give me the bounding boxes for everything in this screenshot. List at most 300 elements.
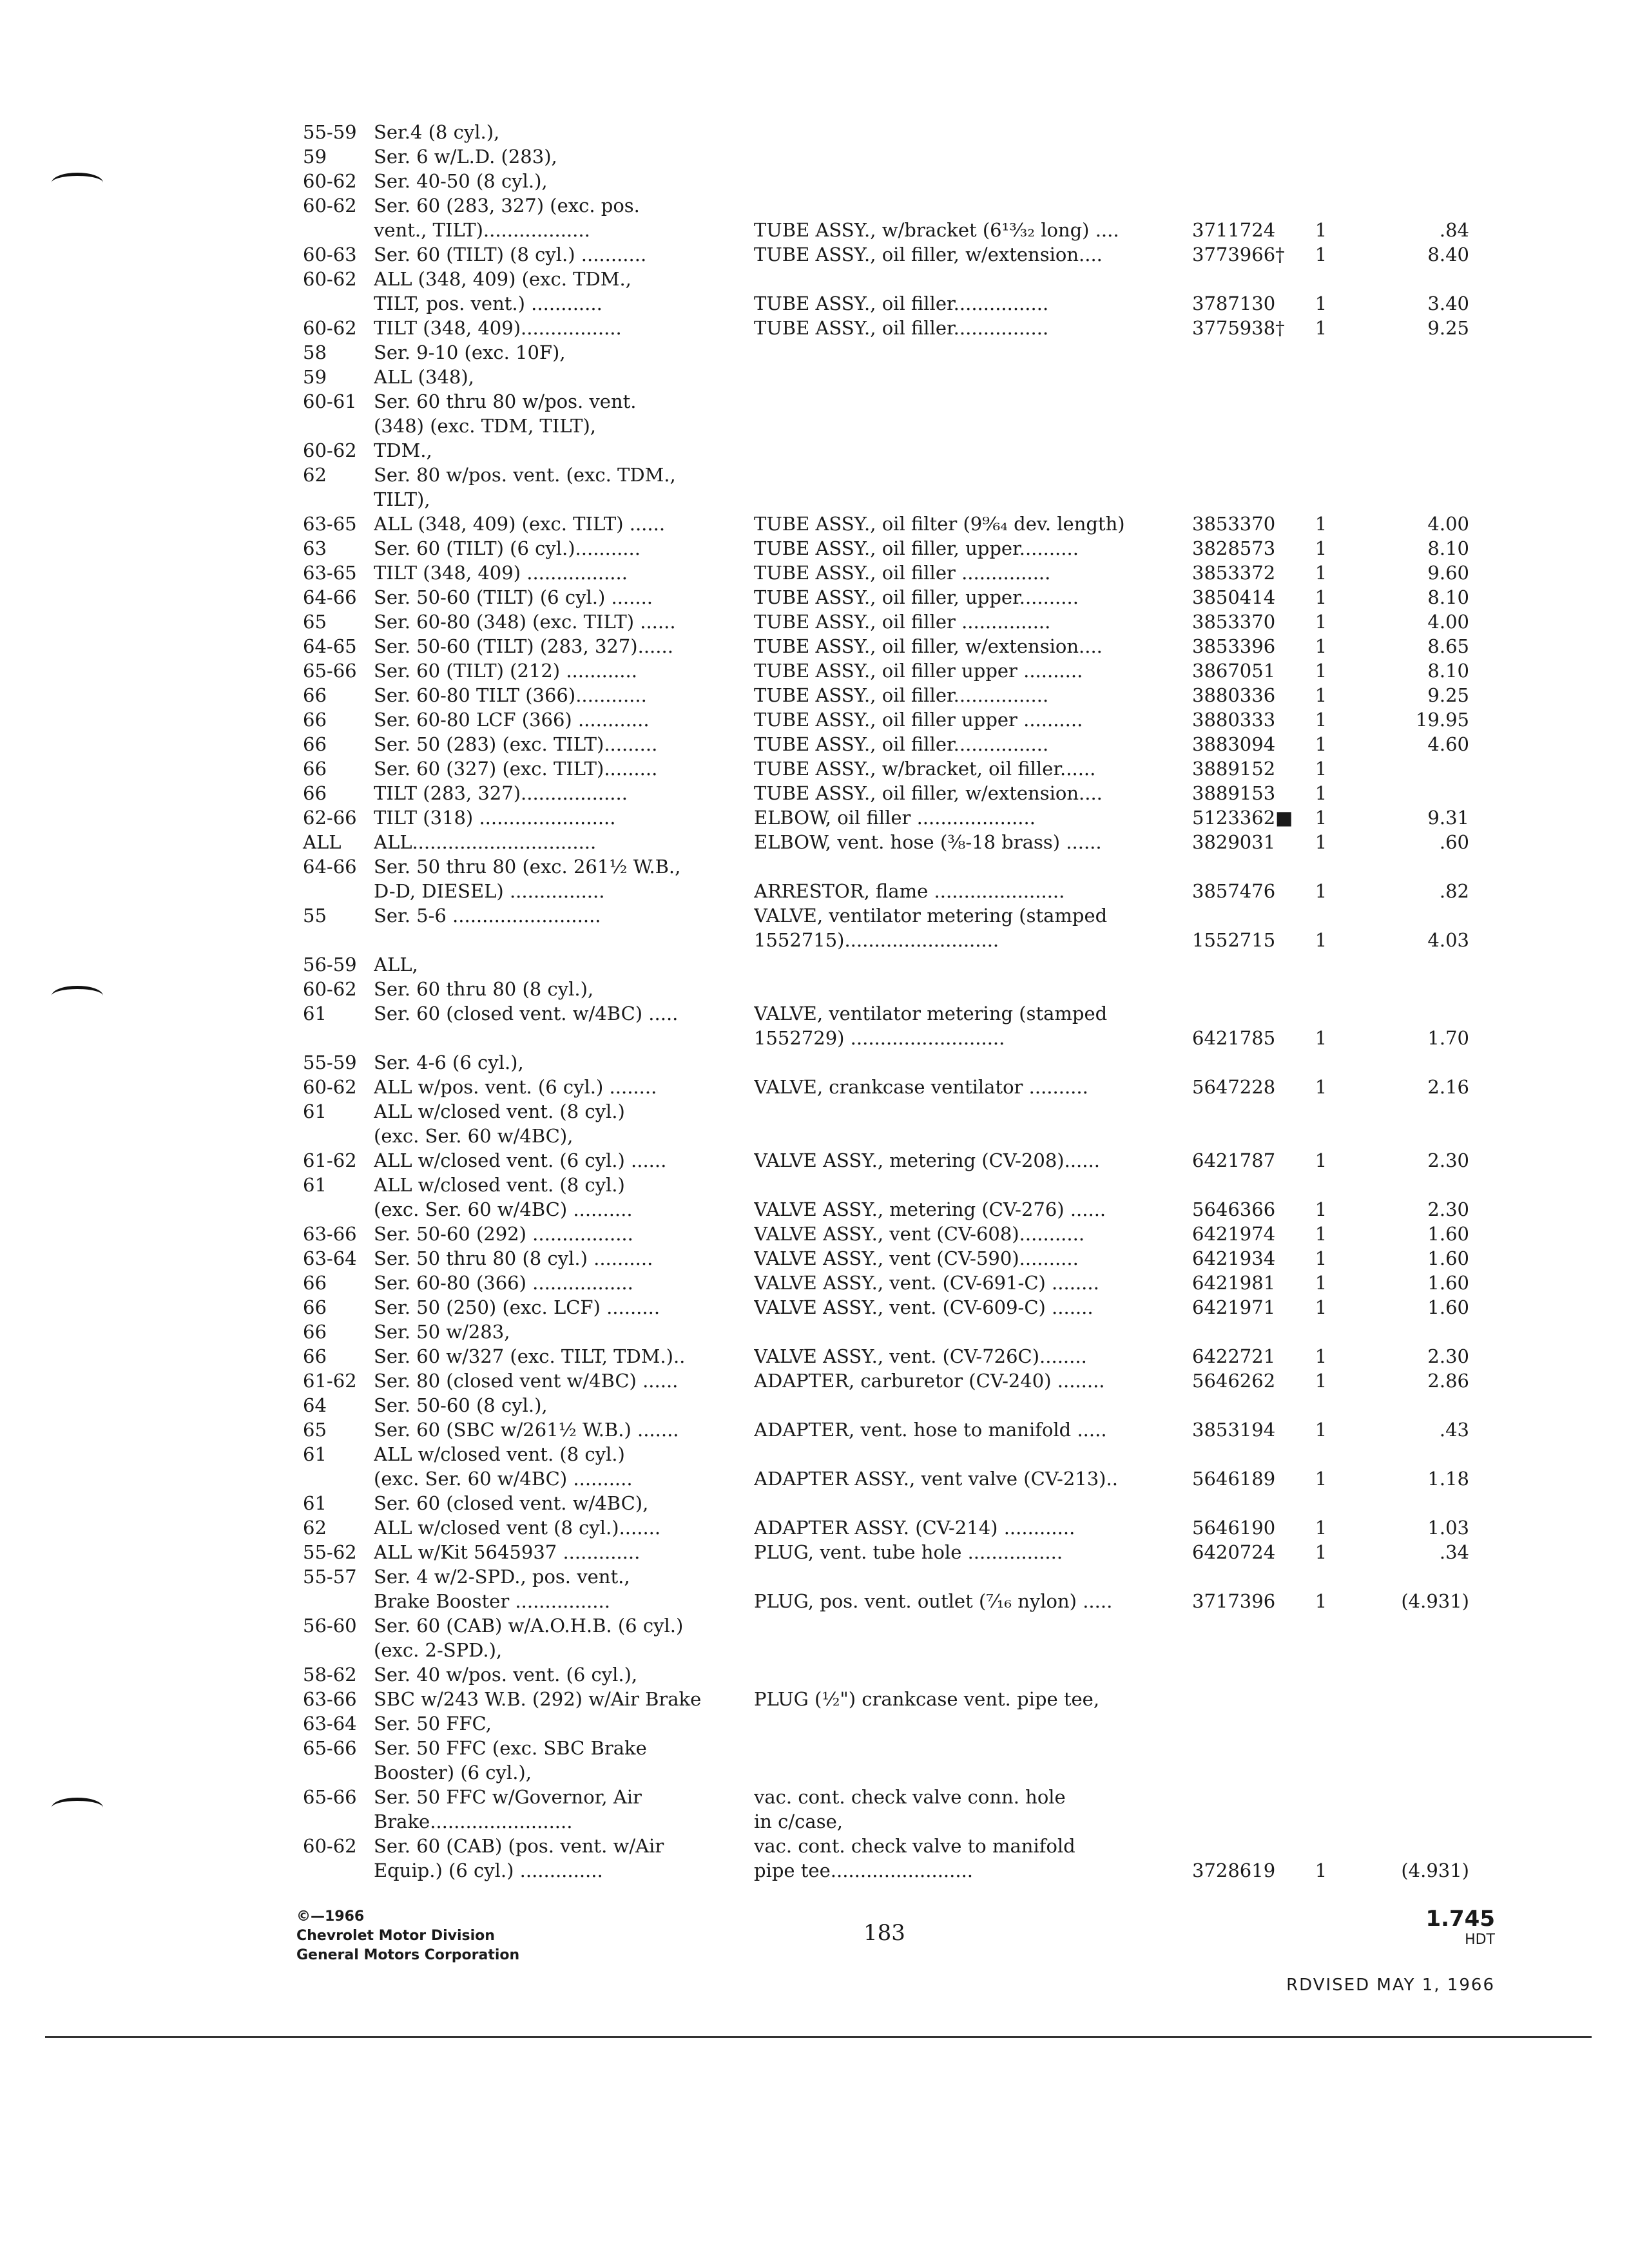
price: 8.10 bbox=[1427, 660, 1469, 682]
application: Ser. 60 (CAB) w/A.O.H.B. (6 cyl.) bbox=[374, 1615, 684, 1637]
binder-hole-mark bbox=[52, 1798, 103, 1818]
quantity: 1 bbox=[1315, 219, 1327, 241]
part-number: 6422721 bbox=[1192, 1345, 1276, 1367]
list-row bbox=[303, 707, 1469, 732]
model-years: 65-66 bbox=[303, 660, 357, 682]
list-row bbox=[303, 1075, 1469, 1099]
quantity: 1 bbox=[1315, 1345, 1327, 1367]
part-description: TUBE ASSY., oil filler ............... bbox=[754, 562, 1051, 584]
list-row bbox=[303, 1760, 1463, 1785]
price: 2.30 bbox=[1427, 1345, 1469, 1367]
quantity: 1 bbox=[1315, 1860, 1327, 1881]
parts-list bbox=[303, 120, 1469, 1883]
model-years: 65-66 bbox=[303, 1786, 357, 1808]
part-number: 3829031 bbox=[1192, 831, 1276, 853]
application: Ser. 60 (closed vent. w/4BC) ..... bbox=[374, 1003, 679, 1024]
list-row bbox=[303, 1687, 1463, 1711]
application: Ser. 50-60 (292) ................. bbox=[374, 1223, 633, 1245]
list-row bbox=[303, 1026, 1469, 1050]
quantity: 1 bbox=[1315, 782, 1327, 804]
application: (exc. 2-SPD.), bbox=[374, 1639, 503, 1661]
model-years: 63 bbox=[303, 537, 327, 559]
application: ALL w/closed vent (8 cyl.)....... bbox=[374, 1517, 661, 1539]
part-number: 6420724 bbox=[1192, 1541, 1276, 1563]
part-number: 6421934 bbox=[1192, 1247, 1276, 1269]
application: Ser. 4-6 (6 cyl.), bbox=[374, 1052, 524, 1073]
part-number: 3850414 bbox=[1192, 586, 1276, 608]
application: Ser. 60 (TILT) (212) ............ bbox=[374, 660, 637, 682]
quantity: 1 bbox=[1315, 1419, 1327, 1441]
part-number: 3853370 bbox=[1192, 513, 1276, 535]
list-row bbox=[303, 1785, 1463, 1809]
application: Ser. 40-50 (8 cyl.), bbox=[374, 170, 548, 192]
application: Ser. 50 w/283, bbox=[374, 1321, 510, 1343]
part-number: 5646366 bbox=[1192, 1198, 1276, 1220]
model-years: 63-65 bbox=[303, 513, 357, 535]
price: 8.40 bbox=[1427, 244, 1469, 265]
list-row bbox=[303, 756, 1463, 781]
model-years: 63-64 bbox=[303, 1713, 357, 1735]
model-years: 60-62 bbox=[303, 439, 357, 461]
application: ALL w/closed vent. (8 cyl.) bbox=[374, 1174, 625, 1196]
part-number: 5646262 bbox=[1192, 1370, 1276, 1392]
model-years: 65-66 bbox=[303, 1737, 357, 1759]
revised-date: RDVISED MAY 1, 1966 bbox=[1286, 1975, 1495, 1995]
price: 1.18 bbox=[1427, 1468, 1469, 1490]
part-number: 5646190 bbox=[1192, 1517, 1276, 1539]
price: 9.31 bbox=[1427, 807, 1469, 829]
application: vent., TILT).................. bbox=[374, 219, 590, 241]
part-number: 6421981 bbox=[1192, 1272, 1276, 1294]
part-number: 3853194 bbox=[1192, 1419, 1276, 1441]
list-row bbox=[303, 512, 1469, 536]
model-years: 58-62 bbox=[303, 1664, 357, 1686]
list-row bbox=[303, 1050, 1463, 1075]
application: Ser. 5-6 ......................... bbox=[374, 905, 601, 927]
quantity: 1 bbox=[1315, 1149, 1327, 1171]
list-row bbox=[303, 977, 1463, 1001]
application: TILT), bbox=[374, 488, 430, 510]
list-row bbox=[303, 120, 1463, 144]
application: Ser. 6 w/L.D. (283), bbox=[374, 146, 557, 168]
application: SBC w/243 W.B. (292) w/Air Brake bbox=[374, 1688, 702, 1710]
price: 1.60 bbox=[1427, 1272, 1469, 1294]
page-number: 183 bbox=[863, 1920, 905, 1946]
list-row bbox=[303, 1344, 1469, 1369]
model-years: 66 bbox=[303, 1345, 327, 1367]
application: Ser. 60 thru 80 (8 cyl.), bbox=[374, 978, 594, 1000]
part-description: pipe tee........................ bbox=[754, 1860, 973, 1881]
part-description: TUBE ASSY., oil filler................ bbox=[754, 293, 1049, 314]
application: Ser. 60 w/327 (exc. TILT, TDM.).. bbox=[374, 1345, 686, 1367]
model-years: ALL bbox=[303, 831, 342, 853]
quantity: 1 bbox=[1315, 807, 1327, 829]
application: TILT, pos. vent.) ............ bbox=[374, 293, 602, 314]
binder-hole-mark bbox=[52, 986, 103, 1006]
part-description: TUBE ASSY., w/bracket (6¹³⁄₃₂ long) .... bbox=[754, 219, 1119, 241]
model-years: 64-65 bbox=[303, 635, 357, 657]
list-row bbox=[303, 781, 1463, 805]
application: Ser. 50-60 (TILT) (283, 327)...... bbox=[374, 635, 673, 657]
list-row bbox=[303, 169, 1463, 193]
application: Ser. 50 thru 80 (8 cyl.) .......... bbox=[374, 1247, 653, 1269]
list-row bbox=[303, 928, 1469, 952]
part-number: 3711724 bbox=[1192, 219, 1276, 241]
application: Ser. 60-80 (366) ................. bbox=[374, 1272, 633, 1294]
application: Ser. 50-60 (8 cyl.), bbox=[374, 1394, 548, 1416]
application: Ser. 40 w/pos. vent. (6 cyl.), bbox=[374, 1664, 638, 1686]
list-row bbox=[303, 536, 1469, 561]
application: (exc. Ser. 60 w/4BC) .......... bbox=[374, 1468, 633, 1490]
model-years: 66 bbox=[303, 758, 327, 780]
application: ALL (348, 409) (exc. TILT) ...... bbox=[374, 513, 666, 535]
list-row bbox=[303, 291, 1469, 316]
part-description: TUBE ASSY., oil filler, w/extension.... bbox=[754, 244, 1103, 265]
list-row bbox=[303, 1809, 1463, 1834]
model-years: 61 bbox=[303, 1443, 327, 1465]
application: TDM., bbox=[374, 439, 432, 461]
part-number: 5123362■ bbox=[1192, 807, 1293, 829]
application: (348) (exc. TDM, TILT), bbox=[374, 415, 596, 437]
part-description: TUBE ASSY., oil filler upper .......... bbox=[754, 709, 1083, 731]
list-row bbox=[303, 879, 1469, 903]
part-description: vac. cont. check valve conn. hole bbox=[754, 1786, 1066, 1808]
part-description: ADAPTER ASSY. (CV-214) ............ bbox=[754, 1517, 1075, 1539]
model-years: 66 bbox=[303, 782, 327, 804]
part-description: TUBE ASSY., oil filter (9⁹⁄₆₄ dev. length) bbox=[754, 513, 1125, 535]
price: 1.60 bbox=[1427, 1223, 1469, 1245]
model-years: 66 bbox=[303, 733, 327, 755]
model-years: 56-59 bbox=[303, 954, 357, 975]
application: ALL w/closed vent. (6 cyl.) ...... bbox=[374, 1149, 667, 1171]
model-years: 61 bbox=[303, 1003, 327, 1024]
list-row bbox=[303, 1442, 1463, 1466]
price: 1.03 bbox=[1427, 1517, 1469, 1539]
application: Ser. 50 thru 80 (exc. 261½ W.B., bbox=[374, 856, 681, 878]
binder-hole-mark bbox=[52, 173, 103, 193]
model-years: 62 bbox=[303, 464, 327, 486]
list-row bbox=[303, 1271, 1469, 1295]
model-years: 59 bbox=[303, 366, 327, 388]
part-number: 3773966† bbox=[1192, 244, 1285, 265]
copyright: ©—1966 bbox=[296, 1908, 365, 1925]
model-years: 63-65 bbox=[303, 562, 357, 584]
application: Ser. 60-80 TILT (366)............ bbox=[374, 684, 647, 706]
list-row bbox=[303, 1540, 1469, 1564]
part-number: 3787130 bbox=[1192, 293, 1276, 314]
quantity: 1 bbox=[1315, 733, 1327, 755]
model-years: 56-60 bbox=[303, 1615, 357, 1637]
price: 2.16 bbox=[1427, 1076, 1469, 1098]
list-row bbox=[303, 1613, 1463, 1638]
part-description: VALVE, ventilator metering (stamped bbox=[754, 1003, 1108, 1024]
part-description: VALVE ASSY., vent. (CV-691-C) ........ bbox=[754, 1272, 1099, 1294]
part-number: 3889153 bbox=[1192, 782, 1276, 804]
price: 8.10 bbox=[1427, 537, 1469, 559]
model-years: 61-62 bbox=[303, 1149, 357, 1171]
price: 9.25 bbox=[1427, 317, 1469, 339]
application: ALL w/closed vent. (8 cyl.) bbox=[374, 1443, 625, 1465]
quantity: 1 bbox=[1315, 1296, 1327, 1318]
application: ALL (348), bbox=[374, 366, 474, 388]
application: Ser. 50 (250) (exc. LCF) ......... bbox=[374, 1296, 660, 1318]
model-years: 60-62 bbox=[303, 170, 357, 192]
list-row bbox=[303, 1124, 1463, 1148]
quantity: 1 bbox=[1315, 317, 1327, 339]
section-code bbox=[1392, 1906, 1495, 1948]
application: Ser. 80 w/pos. vent. (exc. TDM., bbox=[374, 464, 676, 486]
part-description: VALVE ASSY., vent. (CV-726C)........ bbox=[754, 1345, 1087, 1367]
part-description: TUBE ASSY., oil filler................ bbox=[754, 733, 1049, 755]
part-number: 3853396 bbox=[1192, 635, 1276, 657]
list-row bbox=[303, 1173, 1463, 1197]
part-description: TUBE ASSY., oil filler................ bbox=[754, 317, 1049, 339]
list-row bbox=[303, 389, 1463, 414]
list-row bbox=[303, 805, 1469, 830]
list-row bbox=[303, 267, 1463, 291]
part-description: ELBOW, vent. hose (⅜-18 brass) ...... bbox=[754, 831, 1102, 853]
price: 4.60 bbox=[1427, 733, 1469, 755]
list-row bbox=[303, 1418, 1469, 1442]
model-years: 66 bbox=[303, 1272, 327, 1294]
model-years: 60-62 bbox=[303, 978, 357, 1000]
model-years: 60-62 bbox=[303, 317, 357, 339]
part-number: 1552715 bbox=[1192, 929, 1276, 951]
price: 2.30 bbox=[1427, 1198, 1469, 1220]
part-number: 3853372 bbox=[1192, 562, 1276, 584]
application: Ser. 50 (283) (exc. TILT)......... bbox=[374, 733, 658, 755]
model-years: 60-63 bbox=[303, 244, 357, 265]
application: Ser. 60 (SBC w/261½ W.B.) ....... bbox=[374, 1419, 679, 1441]
part-number: 3717396 bbox=[1192, 1590, 1276, 1612]
price: 9.60 bbox=[1427, 562, 1469, 584]
quantity: 1 bbox=[1315, 758, 1327, 780]
part-number: 3883094 bbox=[1192, 733, 1276, 755]
list-row bbox=[303, 316, 1469, 340]
quantity: 1 bbox=[1315, 562, 1327, 584]
application: TILT (348, 409)................. bbox=[374, 317, 622, 339]
list-row bbox=[303, 1246, 1469, 1271]
model-years: 60-62 bbox=[303, 195, 357, 216]
part-number: 3880336 bbox=[1192, 684, 1276, 706]
quantity: 1 bbox=[1315, 611, 1327, 633]
quantity: 1 bbox=[1315, 929, 1327, 951]
application: (exc. Ser. 60 w/4BC) .......... bbox=[374, 1198, 633, 1220]
list-row bbox=[303, 952, 1463, 977]
price: .82 bbox=[1439, 880, 1469, 902]
model-years: 61 bbox=[303, 1492, 327, 1514]
list-row bbox=[303, 732, 1469, 756]
price: 1.70 bbox=[1427, 1027, 1469, 1049]
list-row bbox=[303, 340, 1463, 365]
model-years: 63-66 bbox=[303, 1223, 357, 1245]
part-description: TUBE ASSY., oil filler ............... bbox=[754, 611, 1051, 633]
list-row bbox=[303, 1638, 1463, 1662]
list-row bbox=[303, 1197, 1469, 1222]
part-number: 3880333 bbox=[1192, 709, 1276, 731]
list-row bbox=[303, 1662, 1463, 1687]
price: 8.65 bbox=[1427, 635, 1469, 657]
application: Ser. 9-10 (exc. 10F), bbox=[374, 341, 566, 363]
part-number: 6421787 bbox=[1192, 1149, 1276, 1171]
application: ALL (348, 409) (exc. TDM., bbox=[374, 268, 631, 290]
list-row bbox=[303, 365, 1463, 389]
model-years: 61-62 bbox=[303, 1370, 357, 1392]
quantity: 1 bbox=[1315, 1517, 1327, 1539]
part-number: 3853370 bbox=[1192, 611, 1276, 633]
price: .60 bbox=[1439, 831, 1469, 853]
price: .43 bbox=[1439, 1419, 1469, 1441]
part-description: ARRESTOR, flame ...................... bbox=[754, 880, 1065, 902]
application: Ser. 60 (283, 327) (exc. pos. bbox=[374, 195, 640, 216]
price: 1.60 bbox=[1427, 1247, 1469, 1269]
model-years: 60-62 bbox=[303, 1835, 357, 1857]
price: 4.03 bbox=[1427, 929, 1469, 951]
list-row bbox=[303, 144, 1463, 169]
application: Ser. 60 (closed vent. w/4BC), bbox=[374, 1492, 649, 1514]
part-description: VALVE ASSY., metering (CV-208)...... bbox=[754, 1149, 1100, 1171]
application: Ser. 60-80 (348) (exc. TILT) ...... bbox=[374, 611, 676, 633]
application: ALL, bbox=[374, 954, 418, 975]
part-description: VALVE ASSY., metering (CV-276) ...... bbox=[754, 1198, 1106, 1220]
part-description: PLUG (½") crankcase vent. pipe tee, bbox=[754, 1688, 1100, 1710]
application: Ser. 50-60 (TILT) (6 cyl.) ....... bbox=[374, 586, 653, 608]
list-row bbox=[303, 1369, 1469, 1393]
model-years: 60-62 bbox=[303, 1076, 357, 1098]
model-years: 65 bbox=[303, 1419, 327, 1441]
application: TILT (318) ....................... bbox=[374, 807, 616, 829]
list-row bbox=[303, 1564, 1463, 1589]
part-description: ADAPTER, vent. hose to manifold ..... bbox=[754, 1419, 1107, 1441]
application: Brake Booster ................ bbox=[374, 1590, 610, 1612]
quantity: 1 bbox=[1315, 1272, 1327, 1294]
list-row bbox=[303, 218, 1469, 242]
list-row bbox=[303, 854, 1463, 879]
application: Ser. 50 FFC w/Governor, Air bbox=[374, 1786, 642, 1808]
model-years: 64-66 bbox=[303, 586, 357, 608]
bottom-rule bbox=[45, 2036, 1592, 2038]
part-description: VALVE ASSY., vent (CV-608)........... bbox=[754, 1223, 1085, 1245]
list-row bbox=[303, 610, 1469, 634]
application: Ser. 50 FFC, bbox=[374, 1713, 492, 1735]
model-years: 60-61 bbox=[303, 390, 357, 412]
application: ALL w/pos. vent. (6 cyl.) ........ bbox=[374, 1076, 657, 1098]
application: ALL............................... bbox=[374, 831, 597, 853]
part-description: ELBOW, oil filler .................... bbox=[754, 807, 1036, 829]
part-description: ADAPTER ASSY., vent valve (CV-213).. bbox=[754, 1468, 1118, 1490]
quantity: 1 bbox=[1315, 1076, 1327, 1098]
part-number: 5647228 bbox=[1192, 1076, 1276, 1098]
list-row bbox=[303, 1222, 1469, 1246]
list-row bbox=[303, 658, 1469, 683]
part-number: 3728619 bbox=[1192, 1860, 1276, 1881]
quantity: 1 bbox=[1315, 1247, 1327, 1269]
part-description: VALVE, crankcase ventilator .......... bbox=[754, 1076, 1088, 1098]
application: TILT (283, 327).................. bbox=[374, 782, 628, 804]
part-description: 1552729) .......................... bbox=[754, 1027, 1005, 1049]
application: Ser. 60 thru 80 w/pos. vent. bbox=[374, 390, 637, 412]
list-row bbox=[303, 1393, 1463, 1418]
list-row bbox=[303, 1295, 1469, 1320]
price: 4.00 bbox=[1427, 611, 1469, 633]
list-row bbox=[303, 487, 1463, 512]
quantity: 1 bbox=[1315, 1541, 1327, 1563]
list-row bbox=[303, 683, 1469, 707]
list-row bbox=[303, 830, 1469, 854]
list-row bbox=[303, 634, 1469, 658]
part-number: 3867051 bbox=[1192, 660, 1276, 682]
model-years: 64-66 bbox=[303, 856, 357, 878]
part-description: TUBE ASSY., oil filler, w/extension.... bbox=[754, 782, 1103, 804]
application: ALL w/Kit 5645937 ............. bbox=[374, 1541, 641, 1563]
part-description: VALVE, ventilator metering (stamped bbox=[754, 905, 1108, 927]
model-years: 65 bbox=[303, 611, 327, 633]
part-number: 3889152 bbox=[1192, 758, 1276, 780]
quantity: 1 bbox=[1315, 1223, 1327, 1245]
model-years: 61 bbox=[303, 1174, 327, 1196]
part-description: in c/case, bbox=[754, 1811, 843, 1832]
list-row bbox=[303, 193, 1463, 218]
model-years: 55 bbox=[303, 905, 327, 927]
list-row bbox=[303, 1589, 1469, 1613]
price: 2.86 bbox=[1427, 1370, 1469, 1392]
part-number: 3857476 bbox=[1192, 880, 1276, 902]
quantity: 1 bbox=[1315, 537, 1327, 559]
quantity: 1 bbox=[1315, 635, 1327, 657]
price: .34 bbox=[1439, 1541, 1469, 1563]
list-row bbox=[303, 585, 1469, 610]
list-row bbox=[303, 463, 1463, 487]
model-years: 62-66 bbox=[303, 807, 357, 829]
section-label: HDT bbox=[1465, 1932, 1495, 1948]
application: Booster) (6 cyl.), bbox=[374, 1762, 532, 1783]
list-row bbox=[303, 1491, 1463, 1515]
quantity: 1 bbox=[1315, 1198, 1327, 1220]
application: Brake........................ bbox=[374, 1811, 573, 1832]
list-row bbox=[303, 1001, 1463, 1026]
price: 3.40 bbox=[1427, 293, 1469, 314]
section-number: 1.745 bbox=[1425, 1906, 1495, 1932]
list-row bbox=[303, 438, 1463, 463]
price: 19.95 bbox=[1415, 709, 1469, 731]
price: 1.60 bbox=[1427, 1296, 1469, 1318]
price: (4.931) bbox=[1401, 1860, 1469, 1881]
part-description: PLUG, pos. vent. outlet (⁷⁄₁₆ nylon) ..... bbox=[754, 1590, 1113, 1612]
part-number: 6421785 bbox=[1192, 1027, 1276, 1049]
application: Ser. 60 (TILT) (8 cyl.) ........... bbox=[374, 244, 647, 265]
quantity: 1 bbox=[1315, 1590, 1327, 1612]
application: ALL w/closed vent. (8 cyl.) bbox=[374, 1100, 625, 1122]
list-row bbox=[303, 561, 1469, 585]
list-row bbox=[303, 414, 1463, 438]
model-years: 60-62 bbox=[303, 268, 357, 290]
quantity: 1 bbox=[1315, 1370, 1327, 1392]
application: Equip.) (6 cyl.) .............. bbox=[374, 1860, 603, 1881]
model-years: 66 bbox=[303, 1296, 327, 1318]
part-description: TUBE ASSY., oil filler................ bbox=[754, 684, 1049, 706]
application: Ser. 60 (TILT) (6 cyl.)........... bbox=[374, 537, 641, 559]
quantity: 1 bbox=[1315, 1027, 1327, 1049]
list-row bbox=[303, 1736, 1463, 1760]
application: Ser. 50 FFC (exc. SBC Brake bbox=[374, 1737, 647, 1759]
quantity: 1 bbox=[1315, 586, 1327, 608]
list-row bbox=[303, 1148, 1469, 1173]
part-number: 6421971 bbox=[1192, 1296, 1276, 1318]
application: (exc. Ser. 60 w/4BC), bbox=[374, 1125, 574, 1147]
part-description: vac. cont. check valve to manifold bbox=[754, 1835, 1075, 1857]
part-number: 5646189 bbox=[1192, 1468, 1276, 1490]
corporation: General Motors Corporation bbox=[296, 1947, 520, 1963]
